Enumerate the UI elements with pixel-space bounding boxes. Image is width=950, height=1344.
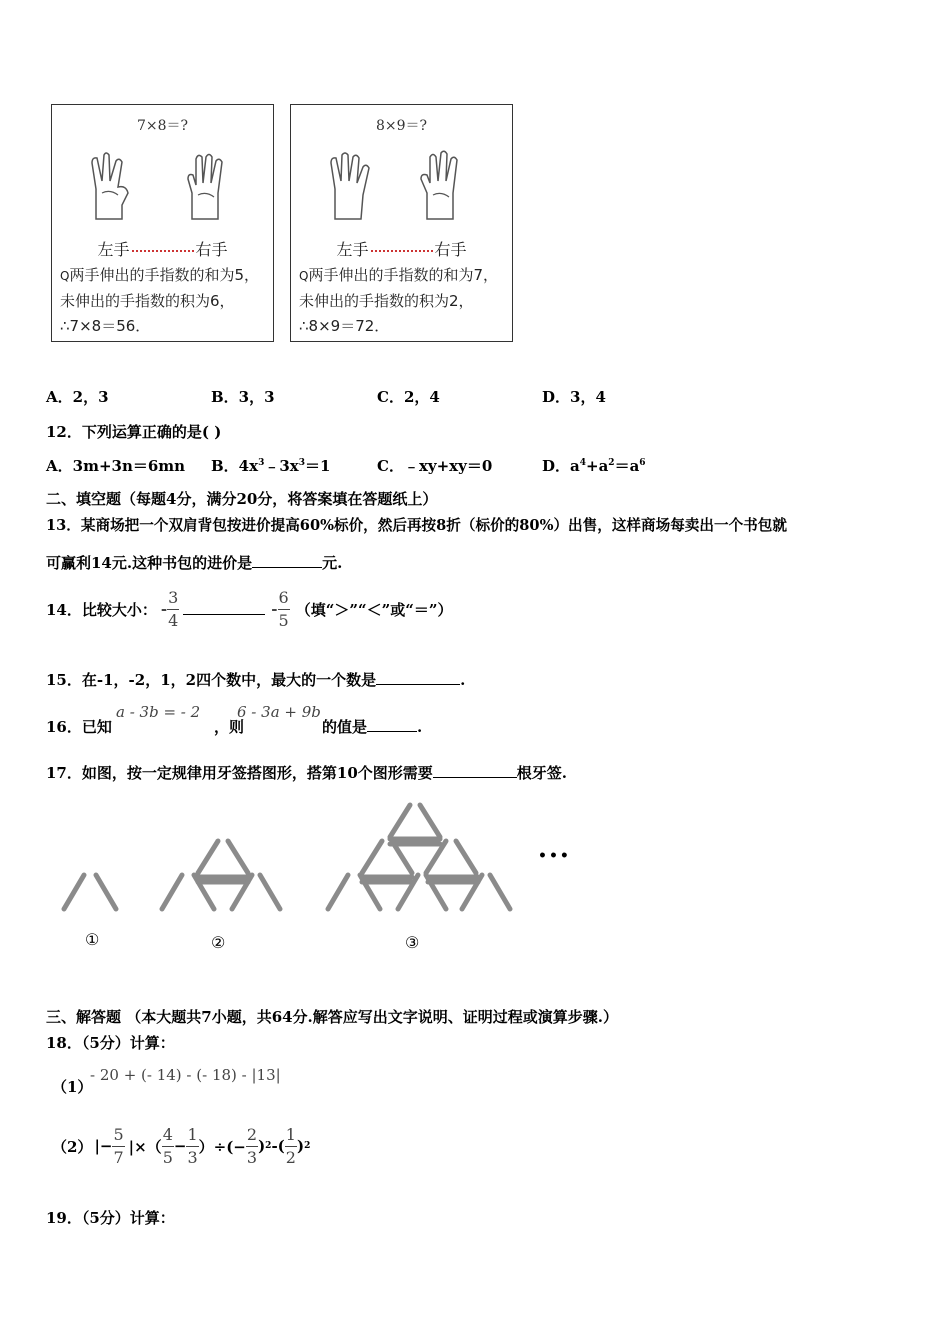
finger-figure-2 <box>290 104 513 342</box>
q11-option-b: B．3，3 <box>211 388 275 406</box>
q11-option-a: A．2，3 <box>46 388 109 406</box>
toothpick <box>490 875 510 909</box>
toothpick <box>456 841 476 873</box>
q15: 15．在-1，-2，1，2四个数中，最大的一个数是 . <box>46 671 466 689</box>
q18-part-1-expression: - 20 + (- 14) - (- 18) - |13| <box>90 1066 281 1084</box>
figure-label-2: ② <box>211 933 226 952</box>
q16-label: 16．已知 <box>46 718 112 736</box>
toothpick <box>64 875 84 909</box>
right-hand-icon <box>417 149 463 224</box>
q16-mid: ，则 <box>214 718 245 736</box>
figure-title: 7×8＝? <box>136 118 189 134</box>
left-hand-icon <box>88 149 134 224</box>
section-3-heading: 三、解答题 （本大题共7小题，共64分.解答应写出文字说明、证明过程或演算步骤.） <box>46 1008 619 1026</box>
q19-stem: 19．（5分）计算： <box>46 1209 175 1227</box>
q12-option-a: A．3m+3n＝6mn <box>46 457 186 475</box>
q11-option-c: C．2，4 <box>377 388 440 406</box>
q14: 14．比较大小： - $\frac{3}{4}$ - $\frac{6}{5}$ （填“＞”“＜”或“＝”） <box>46 587 453 630</box>
q18-part-2: （2） |− $\frac{5}{7}$ |×（ $\frac{4}{5}$ − $\frac{1}{3}$ ）÷(− $\frac{2}{3}$ ) 2 -( $\frac{1}{2}$ ) 2 <box>52 1124 311 1167</box>
finger-figure-1 <box>51 104 274 342</box>
figure-label-1: ① <box>85 930 100 949</box>
section-2-heading: 二、填空题（每题4分，满分20分，将答案填在答题纸上） <box>46 490 438 508</box>
toothpick-pattern-figure <box>50 795 590 965</box>
q13-line-1: 13．某商场把一个双肩背包按进价提高60%标价，然后再按8折（标价的80%）出售，这样商场每卖出一个书包就 <box>46 517 787 534</box>
toothpick <box>328 875 348 909</box>
q12-stem: 12．下列运算正确的是( ) <box>46 423 222 441</box>
q12-option-b: B．$4x^3﹣3x^3=1$ <box>211 457 331 475</box>
q16-expr-1: a - 3b = - 2 <box>116 703 201 721</box>
toothpick <box>162 875 182 909</box>
toothpick <box>390 805 410 837</box>
q12-option-c: C．﹣xy+xy＝0 <box>377 457 493 475</box>
toothpick <box>362 841 382 873</box>
toothpick <box>96 875 116 909</box>
figure-explanation: Q两手伸出的手指数的和为5，未伸出的手指数的积为6，∴7×8＝56． <box>60 266 259 335</box>
left-hand-icon <box>327 149 373 224</box>
q12-option-d: D．$a^4+a^2=a^6$ <box>542 457 646 475</box>
ellipsis-dots: ••• <box>538 848 571 864</box>
toothpick <box>260 875 280 909</box>
q11-option-d: D．3，4 <box>542 388 606 406</box>
hand-labels: 左手 右手 <box>97 240 228 259</box>
toothpick <box>420 805 440 837</box>
q13-line-2: 可赢利14元.这种书包的进价是 元. <box>46 554 343 572</box>
q17-stem: 17．如图，按一定规律用牙签搭图形，搭第10个图形需要 根牙签. <box>46 764 567 782</box>
figure-explanation: Q两手伸出的手指数的和为7，未伸出的手指数的积为2，∴8×9＝72． <box>299 266 498 335</box>
toothpick <box>198 841 218 873</box>
right-hand-icon <box>182 149 228 224</box>
fraction-6-5: $\frac{6}{5}$ <box>278 587 289 630</box>
q18-part-1-label: （1） <box>52 1078 93 1096</box>
fraction-3-4: $\frac{3}{4}$ <box>168 587 179 630</box>
q18-stem: 18．（5分）计算： <box>46 1034 175 1052</box>
figure-label-3: ③ <box>405 933 420 952</box>
q16-tail: 的值是 . <box>322 718 423 736</box>
hand-labels: 左手 右手 <box>336 240 467 259</box>
figure-title: 8×9＝? <box>375 118 428 134</box>
q16-expr-2: 6 - 3a + 9b <box>237 703 321 721</box>
toothpick <box>228 841 248 873</box>
